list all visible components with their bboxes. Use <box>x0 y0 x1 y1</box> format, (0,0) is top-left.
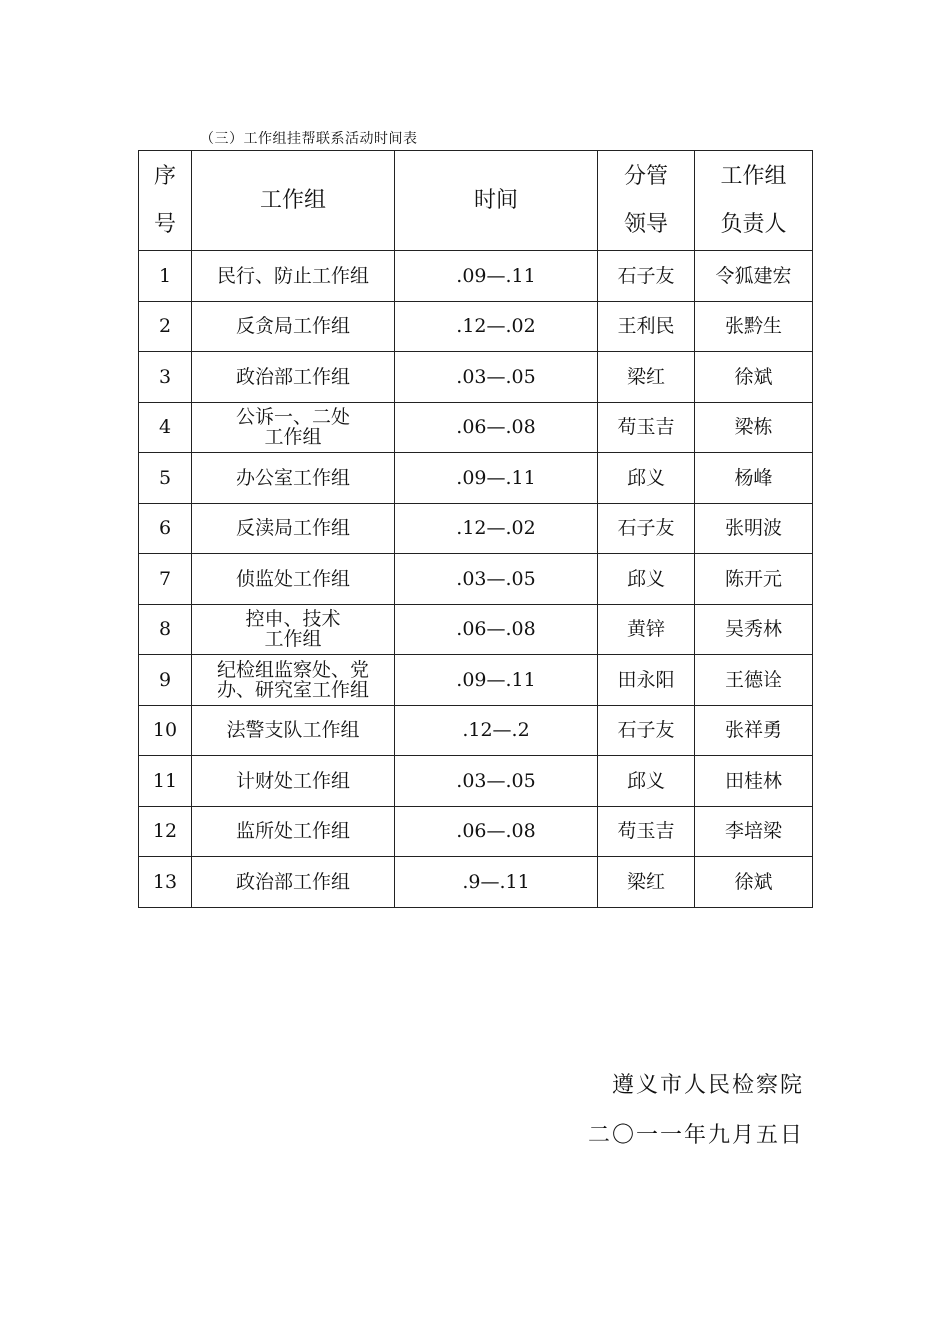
header-time: 时间 <box>395 151 598 251</box>
row-leader: 梁红 <box>598 857 695 908</box>
row-leader: 邱义 <box>598 756 695 807</box>
row-head: 梁栋 <box>695 402 813 453</box>
row-leader: 苟玉吉 <box>598 806 695 857</box>
table-header-row <box>139 151 813 251</box>
row-time: .12—.02 <box>395 503 598 554</box>
row-group: 民行、防止工作组 <box>192 251 395 302</box>
row-time: .12—.02 <box>395 301 598 352</box>
table-row <box>139 453 813 504</box>
row-leader: 王利民 <box>598 301 695 352</box>
row-group-line1: 控申、技术 <box>245 608 341 631</box>
row-time: .9—.11 <box>395 857 598 908</box>
row-number: 1 <box>139 251 192 302</box>
row-head: 徐斌 <box>695 352 813 403</box>
row-time: .03—.05 <box>395 554 598 605</box>
table-row <box>139 503 813 554</box>
row-group-line2: 工作组 <box>264 628 322 651</box>
table-row <box>139 756 813 807</box>
header-head <box>695 151 813 251</box>
row-head: 令狐建宏 <box>695 251 813 302</box>
row-number: 8 <box>139 604 192 655</box>
row-number: 6 <box>139 503 192 554</box>
header-seq-line1: 序 <box>153 163 176 189</box>
table-row <box>139 554 813 605</box>
row-head: 徐斌 <box>695 857 813 908</box>
table-row <box>139 301 813 352</box>
row-head: 杨峰 <box>695 453 813 504</box>
row-group: 政治部工作组 <box>192 857 395 908</box>
row-head: 李培梁 <box>695 806 813 857</box>
row-head: 田桂林 <box>695 756 813 807</box>
row-leader: 石子友 <box>598 251 695 302</box>
table-row <box>139 352 813 403</box>
row-number: 10 <box>139 705 192 756</box>
table-row <box>139 806 813 857</box>
row-leader: 梁红 <box>598 352 695 403</box>
header-group: 工作组 <box>192 151 395 251</box>
row-group: 办公室工作组 <box>192 453 395 504</box>
row-number: 2 <box>139 301 192 352</box>
table-row <box>139 705 813 756</box>
header-seq-line2: 号 <box>153 211 176 237</box>
table-caption: （三）工作组挂帮联系活动时间表 <box>200 131 418 147</box>
row-number: 13 <box>139 857 192 908</box>
row-leader: 田永阳 <box>598 655 695 706</box>
row-number: 5 <box>139 453 192 504</box>
row-time: .06—.08 <box>395 402 598 453</box>
row-leader: 石子友 <box>598 705 695 756</box>
row-group <box>192 655 395 706</box>
issue-date: 二〇一一年九月五日 <box>587 1123 804 1148</box>
row-group: 反渎局工作组 <box>192 503 395 554</box>
row-number: 4 <box>139 402 192 453</box>
row-time: .09—.11 <box>395 453 598 504</box>
row-leader: 邱义 <box>598 453 695 504</box>
row-head: 吴秀林 <box>695 604 813 655</box>
header-leader <box>598 151 695 251</box>
row-group: 政治部工作组 <box>192 352 395 403</box>
row-time: .06—.08 <box>395 604 598 655</box>
row-head: 张黔生 <box>695 301 813 352</box>
row-time: .03—.05 <box>395 756 598 807</box>
row-group: 侦监处工作组 <box>192 554 395 605</box>
row-head: 张祥勇 <box>695 705 813 756</box>
row-number: 3 <box>139 352 192 403</box>
row-leader: 邱义 <box>598 554 695 605</box>
row-head: 张明波 <box>695 503 813 554</box>
header-head-line1: 工作组 <box>720 163 787 189</box>
row-head: 陈开元 <box>695 554 813 605</box>
header-head-line2: 负责人 <box>720 211 787 237</box>
row-time: .06—.08 <box>395 806 598 857</box>
row-time: .03—.05 <box>395 352 598 403</box>
table-row <box>139 251 813 302</box>
row-group-line1: 纪检组监察处、党 <box>216 658 369 681</box>
table-row <box>139 655 813 706</box>
row-group-line2: 办、研究室工作组 <box>216 678 369 701</box>
row-number: 7 <box>139 554 192 605</box>
table-row <box>139 857 813 908</box>
table-row <box>139 604 813 655</box>
header-leader-line2: 领导 <box>623 211 668 237</box>
header-seq <box>139 151 192 251</box>
row-group: 反贪局工作组 <box>192 301 395 352</box>
row-number: 12 <box>139 806 192 857</box>
row-group-line1: 公诉一、二处 <box>235 406 350 429</box>
schedule-table <box>138 150 813 908</box>
row-leader: 石子友 <box>598 503 695 554</box>
row-group: 计财处工作组 <box>192 756 395 807</box>
row-leader: 黄锌 <box>598 604 695 655</box>
row-time: .12—.2 <box>395 705 598 756</box>
row-head: 王德诠 <box>695 655 813 706</box>
row-time: .09—.11 <box>395 655 598 706</box>
row-group <box>192 402 395 453</box>
row-group <box>192 604 395 655</box>
row-number: 9 <box>139 655 192 706</box>
table-row <box>139 402 813 453</box>
row-group: 法警支队工作组 <box>192 705 395 756</box>
header-leader-line1: 分管 <box>623 163 668 189</box>
row-leader: 苟玉吉 <box>598 402 695 453</box>
row-group-line2: 工作组 <box>264 426 322 449</box>
row-time: .09—.11 <box>395 251 598 302</box>
row-group: 监所处工作组 <box>192 806 395 857</box>
issuing-organization: 遵义市人民检察院 <box>611 1073 804 1098</box>
row-number: 11 <box>139 756 192 807</box>
